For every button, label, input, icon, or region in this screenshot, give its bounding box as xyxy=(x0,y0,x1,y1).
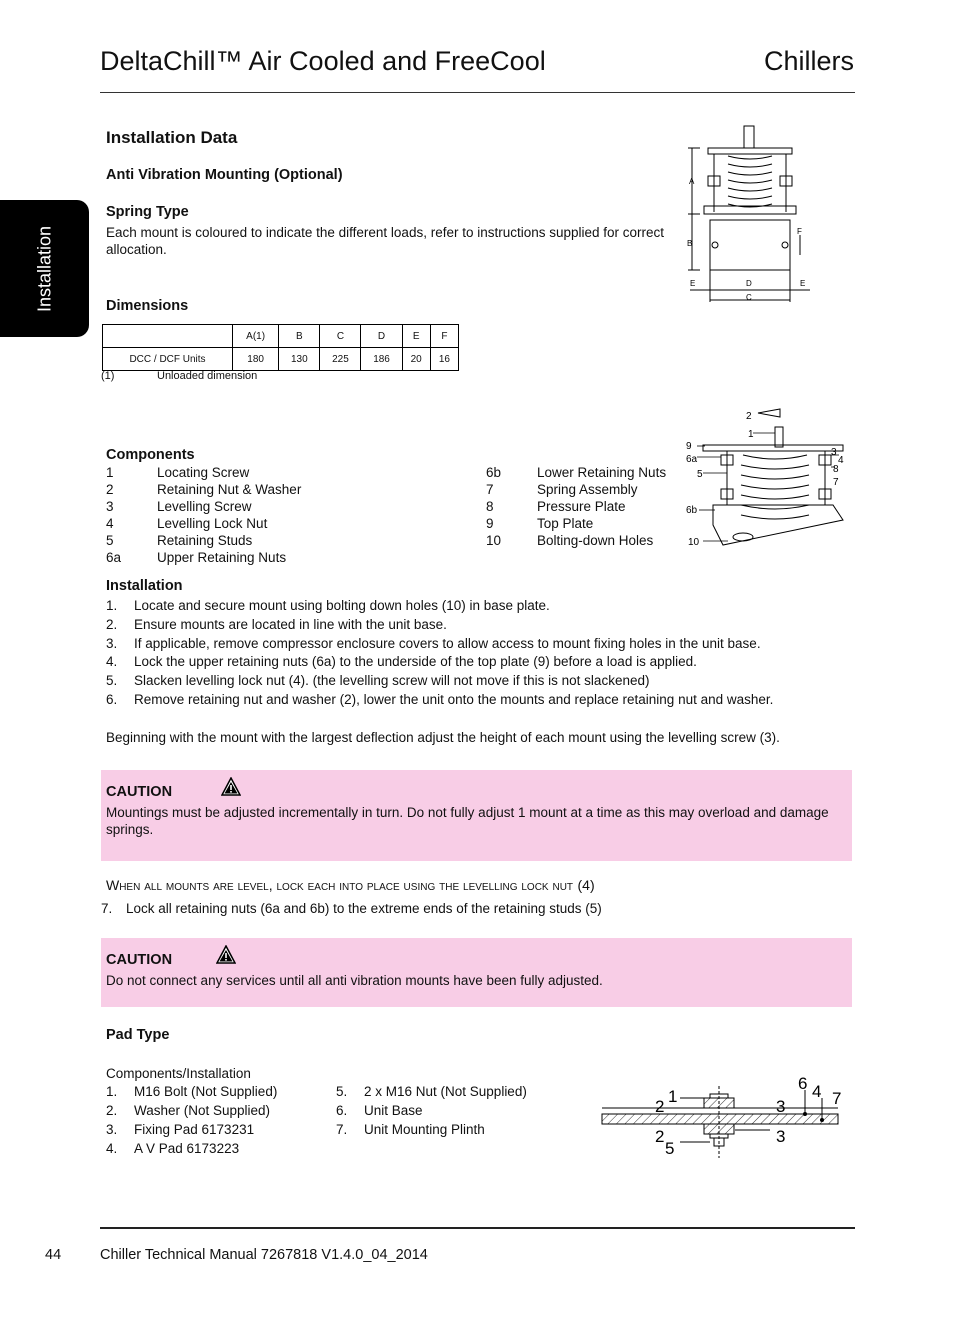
diag-label-e-left: E xyxy=(690,279,696,288)
level-note-text: When all mounts are level, lock each into place using the levelling lock nut xyxy=(106,877,574,893)
pad-label-4: 4 xyxy=(812,1082,822,1101)
step-7 xyxy=(101,900,602,917)
dim-footnote-text: Unloaded dimension xyxy=(157,370,258,382)
component-item xyxy=(106,550,286,565)
anti-vibration-title: Anti Vibration Mounting (Optional) xyxy=(106,167,343,183)
installation-step-number: 4. xyxy=(106,654,118,670)
diag-label-c: C xyxy=(746,293,752,302)
component-item xyxy=(486,516,593,531)
caution-title: CAUTION xyxy=(106,784,173,800)
installation-step-number: 1. xyxy=(106,598,118,613)
footer-rule xyxy=(100,1227,855,1229)
footer-doc: Chiller Technical Manual 7267818 V1.4.0_04_2014 xyxy=(100,1247,428,1263)
component-item-number: 9 xyxy=(486,516,494,531)
level-note xyxy=(106,877,595,895)
pad-item-text: M16 Bolt (Not Supplied) xyxy=(134,1084,278,1099)
dim-header-cell: F xyxy=(430,325,458,348)
header-right: Chillers xyxy=(763,46,854,76)
pad-type-diagram xyxy=(600,1072,850,1162)
component-item-text: Levelling Screw xyxy=(157,499,252,514)
spring-type-title: Spring Type xyxy=(106,204,189,220)
assembly-label-4: 4 xyxy=(838,455,844,466)
component-item-number: 8 xyxy=(486,499,494,514)
assembly-label-9: 9 xyxy=(686,441,692,452)
assembly-label-6a: 6a xyxy=(686,454,698,465)
component-item-text: Spring Assembly xyxy=(537,482,638,497)
component-item xyxy=(106,482,301,497)
dim-cell: DCC / DCF Units xyxy=(103,348,233,371)
dim-header-cell: E xyxy=(402,325,430,348)
component-item-text: Bolting-down Holes xyxy=(537,533,654,548)
pad-item xyxy=(336,1122,485,1137)
caution-text: Do not connect any services until all anti vibration mounts have been fully adjusted. xyxy=(106,973,603,988)
pad-item-text: Unit Base xyxy=(364,1103,423,1118)
dim-header-cell: D xyxy=(361,325,402,348)
pad-type-subtitle: Components/Installation xyxy=(106,1066,251,1081)
page-number: 44 xyxy=(45,1247,62,1263)
assembly-label-6b: 6b xyxy=(686,505,698,516)
level-note-suffix: (4) xyxy=(577,877,595,893)
pad-item xyxy=(336,1103,423,1118)
header-rule xyxy=(100,92,855,93)
component-item-text: Pressure Plate xyxy=(537,499,626,514)
diag-label-a: A xyxy=(689,177,695,186)
components-title: Components xyxy=(106,447,195,463)
component-item xyxy=(106,533,252,548)
side-tab xyxy=(0,200,89,337)
header-title: DeltaChill™ Air Cooled and FreeCool xyxy=(100,46,546,76)
caution-box-1 xyxy=(101,770,852,861)
spring-mount-dimension-diagram xyxy=(680,120,820,310)
pad-label-7: 7 xyxy=(832,1089,842,1108)
component-item-text: Retaining Nut & Washer xyxy=(157,482,302,497)
pad-label-6: 6 xyxy=(798,1074,808,1093)
component-item-text: Retaining Studs xyxy=(157,533,253,548)
dim-header-cell: A(1) xyxy=(233,325,279,348)
dim-cell: 20 xyxy=(402,348,430,371)
diag-label-b: B xyxy=(687,239,693,248)
assembly-label-10: 10 xyxy=(688,537,700,548)
warning-icon xyxy=(216,945,236,964)
pad-item-text: A V Pad 6173223 xyxy=(134,1141,240,1156)
caution-text: Mountings must be adjusted incrementally in turn. Do not fully adjust 1 mount at a time as this may overload and damage springs. xyxy=(106,805,829,837)
installation-step xyxy=(106,654,697,669)
pad-item xyxy=(106,1122,254,1137)
pad-label-5: 5 xyxy=(665,1139,675,1158)
pad-item-number: 1. xyxy=(106,1084,118,1099)
installation-step-text: Slacken levelling lock nut (4). (the levelling screw will not move if this is not slackened) xyxy=(134,673,650,689)
assembly-label-3: 3 xyxy=(831,447,837,458)
component-item-text: Lower Retaining Nuts xyxy=(537,465,667,480)
installation-step-text: If applicable, remove compressor enclosure covers to allow access to mount fixing holes in the unit base. xyxy=(134,635,761,651)
component-item-number: 6b xyxy=(486,465,502,480)
installation-step xyxy=(106,673,649,688)
pad-item-number: 5. xyxy=(336,1084,348,1099)
pad-item-number: 4. xyxy=(106,1141,118,1156)
component-item xyxy=(486,482,638,497)
step-7-number: 7. xyxy=(101,901,113,916)
installation-step xyxy=(106,636,761,651)
pad-item xyxy=(106,1141,239,1156)
pad-item xyxy=(106,1084,277,1099)
component-item xyxy=(486,533,653,548)
diag-label-e-right: E xyxy=(800,279,806,288)
installation-step xyxy=(106,692,773,707)
pad-item-text: Unit Mounting Plinth xyxy=(364,1122,485,1137)
dim-header-cell xyxy=(103,325,233,348)
assembly-label-2: 2 xyxy=(746,411,752,422)
installation-step-number: 3. xyxy=(106,635,118,651)
component-item xyxy=(106,499,252,514)
installation-step-text: Locate and secure mount using bolting down holes (10) in base plate. xyxy=(134,598,550,613)
installation-step xyxy=(106,598,550,613)
installation-step-text: Remove retaining nut and washer (2), lower the unit onto the mounts and replace retaining nut and washer. xyxy=(134,692,774,707)
component-item-text: Locating Screw xyxy=(157,465,250,480)
pad-item-number: 7. xyxy=(336,1122,348,1137)
installation-step-number: 2. xyxy=(106,616,118,632)
pad-label-3-bottom: 3 xyxy=(776,1127,786,1146)
assembly-label-8: 8 xyxy=(833,464,839,475)
dim-cell: 186 xyxy=(361,348,402,371)
pad-type-title: Pad Type xyxy=(106,1027,170,1043)
dim-cell: 225 xyxy=(320,348,361,371)
side-tab-label: Installation xyxy=(34,225,54,312)
component-item-text: Upper Retaining Nuts xyxy=(157,550,287,565)
dim-cell: 130 xyxy=(279,348,320,371)
component-item-text: Top Plate xyxy=(537,516,594,531)
component-item xyxy=(106,516,267,531)
component-item xyxy=(106,465,249,480)
dim-header-row xyxy=(103,325,459,348)
diag-label-d: D xyxy=(746,279,752,288)
pad-item-text: Washer (Not Supplied) xyxy=(134,1103,271,1118)
assembly-label-5: 5 xyxy=(697,469,703,480)
assembly-label-7: 7 xyxy=(833,477,839,488)
installation-step-text: Ensure mounts are located in line with the unit base. xyxy=(134,616,447,632)
component-item-number: 5 xyxy=(106,533,114,548)
component-item-number: 7 xyxy=(486,482,494,497)
section-title: Installation Data xyxy=(106,128,238,147)
installation-step-text: Lock the upper retaining nuts (6a) to the underside of the top plate (9) before a load is applied. xyxy=(134,654,697,670)
dim-cell: 180 xyxy=(233,348,279,371)
installation-step-number: 5. xyxy=(106,673,118,689)
spring-mount-assembly-diagram xyxy=(683,405,853,555)
dim-cell: 16 xyxy=(430,348,458,371)
component-item-text: Levelling Lock Nut xyxy=(157,516,268,531)
pad-item-number: 6. xyxy=(336,1103,348,1118)
component-item-number: 6a xyxy=(106,550,122,565)
component-item-number: 2 xyxy=(106,482,114,497)
warning-icon xyxy=(221,777,241,796)
pad-item-number: 3. xyxy=(106,1122,118,1137)
dimensions-title: Dimensions xyxy=(106,298,189,314)
component-item-number: 3 xyxy=(106,499,114,514)
dim-header-cell: B xyxy=(279,325,320,348)
pad-item-text: Fixing Pad 6173231 xyxy=(134,1122,255,1137)
component-item-number: 4 xyxy=(106,516,114,531)
dimensions-table xyxy=(102,324,459,371)
installation-step xyxy=(106,617,447,632)
pad-label-1: 1 xyxy=(668,1087,678,1106)
component-item-number: 1 xyxy=(106,465,114,480)
pad-label-2-bottom: 2 xyxy=(655,1127,665,1146)
pad-label-2-top: 2 xyxy=(655,1097,665,1116)
component-item xyxy=(486,465,666,480)
spring-type-text: Each mount is coloured to indicate the different loads, refer to instructions supplied for correct allocation. xyxy=(106,225,665,257)
installation-paragraph: Beginning with the mount with the largest deflection adjust the height of each mount using the levelling screw (3). xyxy=(106,730,780,745)
dim-footnote-mark: (1) xyxy=(101,370,115,382)
installation-title: Installation xyxy=(106,578,183,594)
caution-title: CAUTION xyxy=(106,952,173,968)
installation-step-number: 6. xyxy=(106,692,118,707)
pad-label-3-top: 3 xyxy=(776,1097,786,1116)
dim-header-cell: C xyxy=(320,325,361,348)
dim-data-row xyxy=(103,348,459,371)
step-7-text: Lock all retaining nuts (6a and 6b) to the extreme ends of the retaining studs (5) xyxy=(126,901,602,916)
caution-box-2 xyxy=(101,938,852,1007)
component-item xyxy=(486,499,626,514)
pad-item xyxy=(106,1103,270,1118)
pad-item xyxy=(336,1084,527,1099)
assembly-label-1: 1 xyxy=(748,429,754,440)
component-item-number: 10 xyxy=(486,533,502,548)
pad-item-number: 2. xyxy=(106,1103,118,1118)
diag-label-f: F xyxy=(797,227,802,236)
pad-item-text: 2 x M16 Nut (Not Supplied) xyxy=(364,1084,527,1099)
